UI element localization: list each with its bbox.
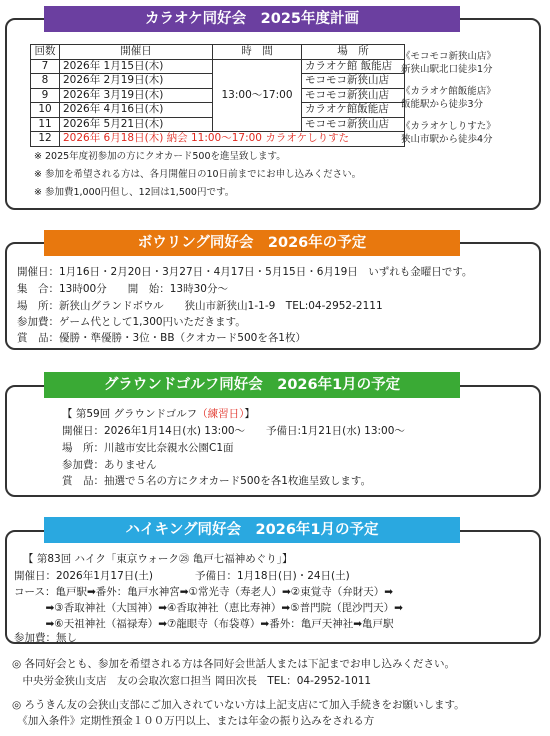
- row-no: 11: [31, 117, 60, 132]
- footer-line: ◎ ろうきん友の会狭山支部にご加入されていない方は上記支店にて加入手続きをお願いします。: [12, 699, 465, 711]
- ground-golf-fee-line: 参加費：ありません: [62, 459, 157, 471]
- row-place: カラオケ館飯能店: [302, 103, 405, 118]
- bowling-fee-line: 参加費：ゲーム代として1,300円いただきます。: [17, 316, 246, 328]
- table-row: [31, 59, 405, 74]
- row-no: 8: [31, 74, 60, 89]
- time-cell: 13:00〜17:00: [213, 59, 302, 132]
- table-row-final: [31, 132, 405, 147]
- access-line: 《カラオケ館飯能店》: [401, 86, 496, 97]
- heading-close: 】: [244, 408, 255, 420]
- row-date: 2026年 1月15日(木): [60, 59, 213, 74]
- row-date: 2026年 2月19日(木): [60, 74, 213, 89]
- access-line: 《モコモコ新狭山店》: [401, 51, 497, 62]
- row-date: 2026年 3月19日(木): [60, 88, 213, 103]
- row-place: モコモコ新狭山店: [302, 88, 405, 103]
- row-no: 7: [31, 59, 60, 74]
- row-no: 9: [31, 88, 60, 103]
- bowling-banner: ボウリング同好会 2026年の予定: [44, 230, 460, 256]
- bowling-place-line: 場 所：新狭山グランドボウル 狭山市新狭山1-1-9 TEL:04-2952-2111: [17, 300, 383, 312]
- row-no: 12: [31, 132, 60, 147]
- footer-line: ◎ 各同好会とも、参加を希望される方は各同好会世話人または下記までお申し込みください。: [12, 658, 455, 670]
- karaoke-note: ※ 参加を希望される方は、各月開催日の10日前までにお申し込みください。: [34, 169, 362, 180]
- ground-golf-prize-line: 賞 品：抽選で５名の方にクオカード500を各1枚進呈致します。: [62, 475, 372, 487]
- row-date: 2026年 5月21日(木): [60, 117, 213, 132]
- heading-text: 【 第59回 グラウンドゴルフ: [62, 408, 198, 420]
- header-no: 回数: [31, 45, 60, 60]
- hiking-course-line: ➡③香取神社（大国神）➡④香取神社（恵比寿神）➡⑤普門院（毘沙門天）➡: [14, 602, 403, 614]
- footer-condition: 《加入条件》定期性預金１００万円以上、または年金の振り込みをされる方: [12, 715, 375, 727]
- practice-day-label: （練習日）: [197, 408, 245, 420]
- hiking-date-line: 開催日：2026年1月17日(土) 予備日：1月18日(日)・24日(土): [14, 570, 350, 582]
- ground-golf-date-line: 開催日：2026年1月14日(水) 13:00〜 予備日:1月21日(水) 13:00〜: [62, 425, 405, 437]
- row-no: 10: [31, 103, 60, 118]
- hiking-course-line: コース：亀戸駅➡番外：亀戸水神宮➡①常光寺（寿老人）➡②東覚寺（弁財天）➡: [14, 586, 393, 598]
- access-line: 新狭山駅北口徒歩1分: [401, 63, 493, 75]
- hiking-banner: ハイキング同好会 2026年1月の予定: [44, 517, 460, 543]
- hiking-fee-line: 参加費：無し: [14, 632, 77, 644]
- karaoke-schedule-table: [30, 44, 405, 147]
- bowling-prize-line: 賞 品：優勝・準優勝・3位・BB（クオカード500を各1枚）: [17, 332, 306, 344]
- header-place: 場 所: [302, 45, 405, 60]
- row-place: モコモコ新狭山店: [302, 74, 405, 89]
- access-line: 狭山市駅から徒歩4分: [401, 133, 493, 145]
- access-info: [401, 51, 496, 146]
- row-place: モコモコ新狭山店: [302, 117, 405, 132]
- row-date: 2026年 4月16日(木): [60, 103, 213, 118]
- karaoke-banner: カラオケ同好会 2025年度計画: [44, 6, 460, 32]
- ground-golf-banner: グラウンドゴルフ同好会 2026年1月の予定: [44, 372, 460, 398]
- final-meeting-text: 2026年 6月18日(木) 納会 11:00〜17:00 カラオケしりすた: [60, 132, 405, 147]
- header-date: 開催日: [60, 45, 213, 60]
- row-place: カラオケ館 飯能店: [302, 59, 405, 74]
- bowling-time-line: 集 合：13時00分 開 始：13時30分〜: [17, 283, 228, 295]
- karaoke-note: ※ 参加費1,000円但し、12回は1,500円です。: [34, 187, 235, 198]
- access-line: 《カラオケしりすた》: [401, 121, 496, 132]
- hiking-heading: 【 第83回 ハイク「東京ウォーク㉘ 亀戸七福神めぐり」】: [23, 553, 293, 565]
- karaoke-note: ※ 2025年度初参加の方にクオカード500を進呈致します。: [34, 151, 286, 162]
- table-header-row: [31, 45, 405, 60]
- header-time: 時 間: [213, 45, 302, 60]
- hiking-course-line: ➡⑥天祖神社（福禄寿）➡⑦龍眼寺（布袋尊）➡番外：亀戸天神社➡亀戸駅: [14, 618, 394, 630]
- footer-contact: 中央労金狭山支店 友の会取次窓口担当 岡田次長 TEL：04-2952-1011: [12, 675, 372, 687]
- bowling-date-line: 開催日：1月16日・2月20日・3月27日・4月17日・5月15日・6月19日 いずれも金曜日です。: [17, 266, 473, 278]
- ground-golf-heading: [62, 408, 255, 421]
- ground-golf-place-line: 場 所：川越市安比奈親水公園C1面: [62, 442, 234, 454]
- access-line: 飯能駅から徒歩3分: [401, 98, 484, 110]
